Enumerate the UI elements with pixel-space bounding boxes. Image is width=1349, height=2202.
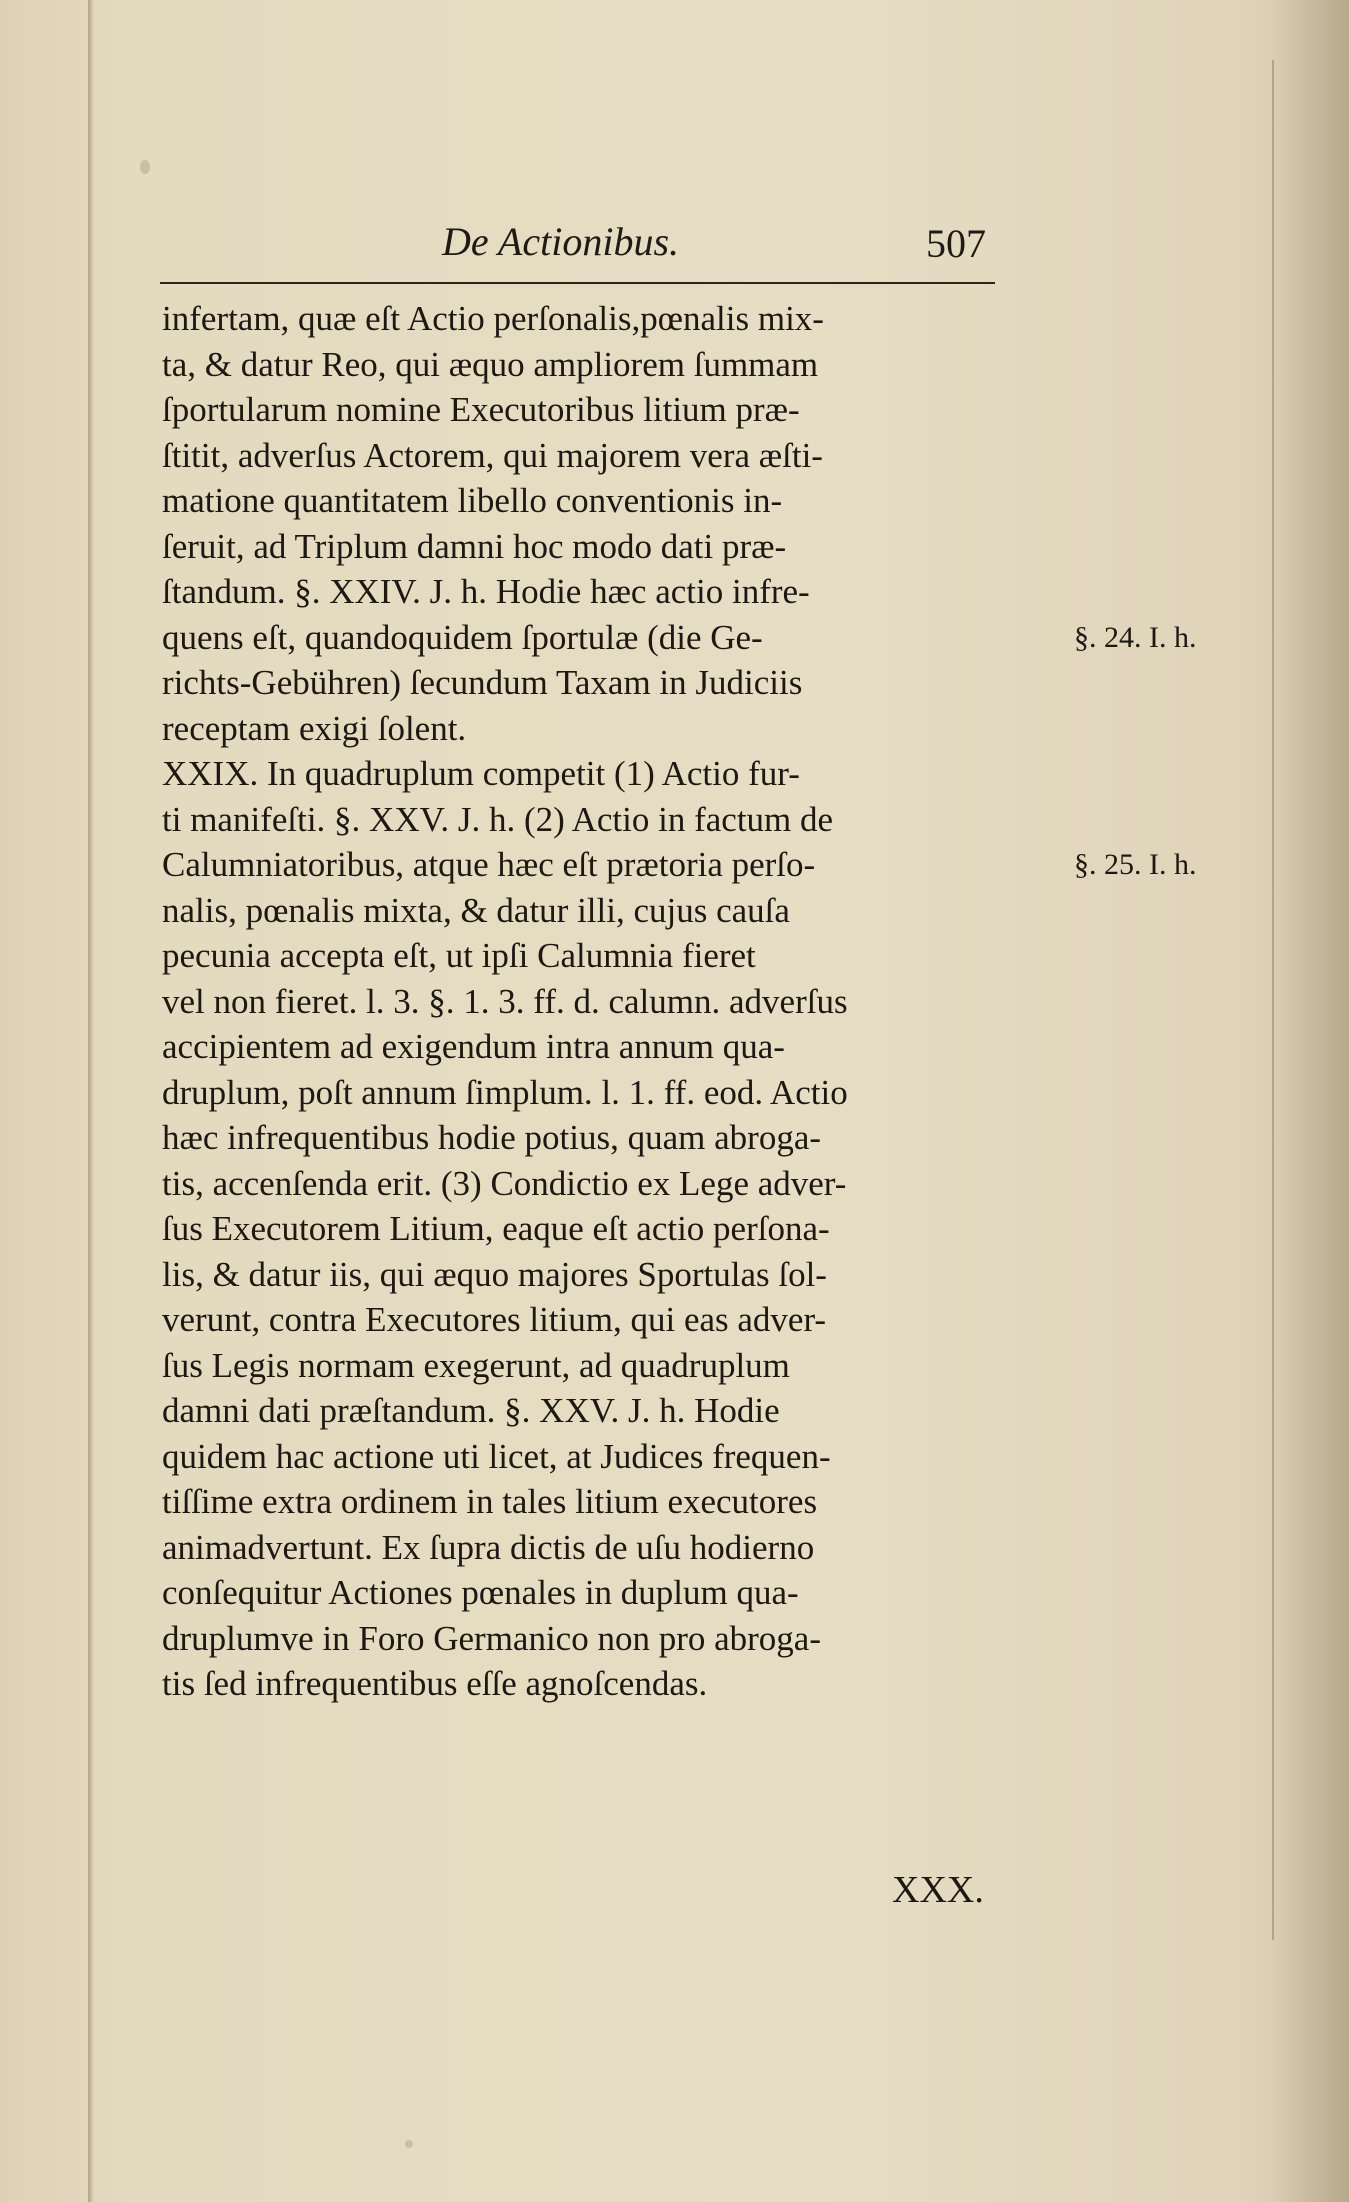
text-line: ſus Legis normam exegerunt, ad quadruplum <box>162 1345 790 1385</box>
margin-note: §. 24. I. h. <box>1074 620 1197 654</box>
text-line: ſtitit, adverſus Actorem, qui majorem vera æſti- <box>162 435 823 475</box>
body-text <box>162 296 998 1707</box>
ink-spot <box>140 160 150 174</box>
text-line: verunt, contra Executores litium, qui eas adver- <box>162 1300 827 1339</box>
text-line: ſtandum. §. XXIV. J. h. Hodie hæc actio infre- <box>162 572 810 611</box>
margin-note: §. 25. I. h. <box>1074 848 1197 881</box>
text-line: quens eſt, quandoquidem ſportulæ (die Ge- <box>162 617 763 657</box>
text-line: lis, & datur iis, qui æquo majores Sportulas ſol- <box>162 1254 827 1294</box>
text-line: conſequitur Actiones pœnales in duplum qua- <box>162 1573 799 1612</box>
page-header <box>160 218 1040 268</box>
page-edge-shadow <box>1270 0 1349 2202</box>
text-line: infertam, quæ eſt Actio perſonalis,pœnalis mix- <box>162 299 824 338</box>
text-line: accipientem ad exigendum intra annum qua- <box>162 1027 785 1066</box>
text-line: ſportularum nomine Executoribus litium præ- <box>162 390 800 429</box>
catchword: XXX. <box>892 1869 984 1911</box>
text-line: tis, accenſenda erit. (3) Condictio ex Lege adver- <box>162 1163 847 1203</box>
text-line: ta, & datur Reo, qui æquo ampliorem ſummam <box>162 344 819 384</box>
text-line: XXIX. In quadruplum competit (1) Actio fur- <box>162 754 800 793</box>
text-line: nalis, pœnalis mixta, & datur illi, cujus cauſa <box>162 890 790 930</box>
header-rule <box>160 282 995 284</box>
text-line: animadvertunt. Ex ſupra dictis de uſu hodierno <box>162 1527 815 1567</box>
text-line: richts-Gebühren) ſecundum Taxam in Judiciis <box>162 663 803 702</box>
text-line: hæc infrequentibus hodie potius, quam abroga- <box>162 1118 822 1157</box>
text-line: tiſſime extra ordinem in tales litium executores <box>162 1482 818 1521</box>
text-line: pecunia accepta eſt, ut ipſi Calumnia fieret <box>162 936 756 975</box>
text-line: ſus Executorem Litium, eaque eſt actio perſona- <box>162 1209 830 1248</box>
text-line: Calumniatoribus, atque hæc eſt prætoria perſo- <box>162 845 816 884</box>
text-line: ſeruit, ad Triplum damni hoc modo dati præ- <box>162 526 787 566</box>
text-line: ti manifeſti. §. XXV. J. h. (2) Actio in factum de <box>162 799 834 839</box>
text-line: damni dati præſtandum. §. XXV. J. h. Hodie <box>162 1391 780 1430</box>
page-fold-line <box>1272 60 1274 1940</box>
ink-spot <box>405 2140 413 2148</box>
text-line: matione quantitatem libello conventionis in- <box>162 481 783 520</box>
page-number: 507 <box>926 221 986 266</box>
running-head: De Actionibus. <box>442 219 680 264</box>
text-line: druplum, poſt annum ſimplum. l. 1. ff. eod. Actio <box>162 1072 848 1112</box>
text-line: druplumve in Foro Germanico non pro abroga- <box>162 1618 822 1658</box>
gutter-shadow <box>88 0 94 2202</box>
text-line: tis ſed infrequentibus eſſe agnoſcendas. <box>162 1664 708 1703</box>
text-line: vel non fieret. l. 3. §. 1. 3. ff. d. calumn. adverſus <box>162 981 848 1021</box>
text-line: quidem hac actione uti licet, at Judices frequen- <box>162 1436 831 1476</box>
text-line: receptam exigi ſolent. <box>162 708 467 748</box>
